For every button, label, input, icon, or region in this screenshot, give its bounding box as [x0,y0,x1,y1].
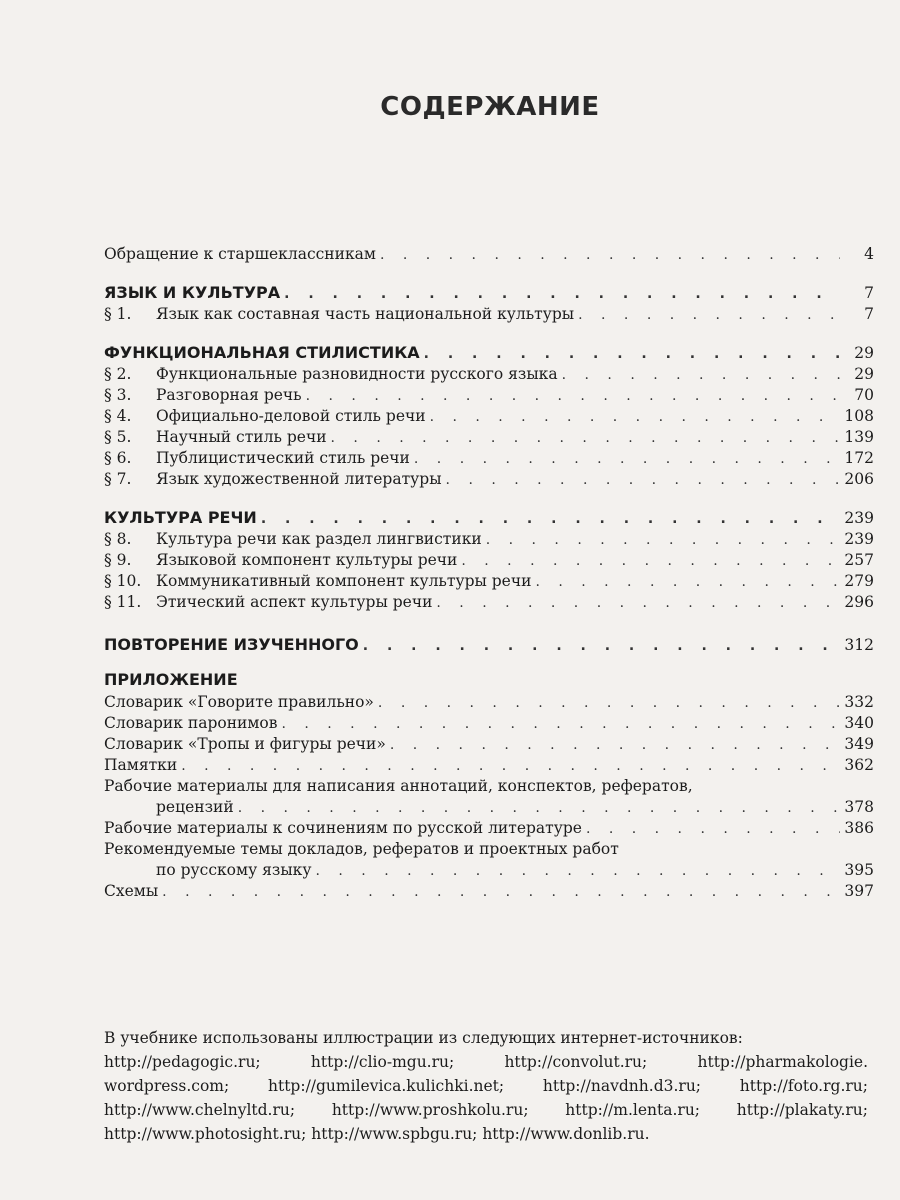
leader-dots [316,861,841,882]
toc-entry [104,713,874,734]
toc-page-number: 4 [864,245,874,263]
toc-page-number: 239 [844,509,874,527]
sources-line [104,1074,868,1098]
leader-dots [261,508,840,531]
toc-entry [104,427,874,448]
toc-page-number: 332 [844,693,874,711]
toc-page-number: 279 [844,572,874,590]
toc-entry [104,469,874,490]
leader-dots [486,530,840,551]
paragraph-number: § 7. [104,470,132,488]
leader-dots [424,343,840,366]
toc-page-number: 296 [844,593,874,611]
paragraph-number: § 1. [104,305,132,323]
toc-entry [104,364,874,385]
toc-entry-label: Словарик паронимов [104,714,278,732]
leader-dots [284,283,840,306]
toc-page-number: 378 [844,798,874,816]
source-url: http://foto.rg.ru; [739,1077,868,1095]
toc-page-number: 7 [864,284,874,302]
paragraph-number: § 9. [104,551,132,569]
toc-entry-label: Этический аспект культуры речи [156,593,433,611]
section-title: ЯЗЫК И КУЛЬТУРА [104,283,281,302]
toc-entry-label: Словарик «Тропы и фигуры речи» [104,735,386,753]
source-url: wordpress.com; [104,1077,230,1095]
toc-entry-label-line: Рабочие материалы для написания аннотаций, конспектов, рефератов, [104,777,693,795]
paragraph-number: § 3. [104,386,132,404]
paragraph-number: § 5. [104,428,132,446]
leader-dots [446,470,840,491]
toc-entry [104,529,874,550]
toc-entry [104,592,874,613]
section-heading [104,341,874,364]
paragraph-number: § 6. [104,449,132,467]
leader-dots [378,693,840,714]
leader-dots [162,882,840,903]
leader-dots [281,714,840,735]
image-sources-note [104,1026,868,1146]
section-title: ФУНКЦИОНАЛЬНАЯ СТИЛИСТИКА [104,343,420,362]
paragraph-number: § 10. [104,572,142,590]
toc-page-number: 362 [844,756,874,774]
toc-entry [104,385,874,406]
toc-page-number: 397 [844,882,874,900]
toc-entry [104,304,874,325]
table-of-contents [104,244,874,902]
leader-dots [363,635,840,658]
toc-entry-label: Разговорная речь [156,386,302,404]
toc-entry [104,692,874,713]
toc-entry-label: Язык художественной литературы [156,470,442,488]
toc-page-number: 139 [844,428,874,446]
toc-page-number: 7 [864,305,874,323]
source-url: http://clio-mgu.ru; [310,1053,455,1071]
toc-entry-label-line: Рекомендуемые темы докладов, рефератов и проектных работ [104,840,619,858]
toc-page-number: 386 [844,819,874,837]
leader-dots [430,407,840,428]
leader-dots [436,593,840,614]
paragraph-number: § 4. [104,407,132,425]
leader-dots [390,735,840,756]
toc-entry-intro [104,244,874,265]
section-title: ПОВТОРЕНИЕ ИЗУЧЕННОГО [104,635,359,654]
toc-entry [104,860,874,881]
source-url: http://pharmakologie. [697,1053,868,1071]
paragraph-number: § 11. [104,593,142,611]
toc-entry-label: Язык как составная часть национальной культуры [156,305,575,323]
toc-entry [104,406,874,427]
source-url: http://www.chelnyltd.ru; [104,1101,296,1119]
toc-page-number: 70 [854,386,874,404]
leader-dots [380,245,840,266]
leader-dots [181,756,840,777]
source-url: http://www.proshkolu.ru; [331,1101,529,1119]
page-title: СОДЕРЖАНИЕ [380,92,600,122]
toc-entry-label: Публицистический стиль речи [156,449,410,467]
sources-line [104,1050,868,1074]
leader-dots [414,449,840,470]
toc-page-number: 29 [854,365,874,383]
toc-entry [104,881,874,902]
toc-page-number: 312 [844,636,874,654]
source-url: http://m.lenta.ru; [565,1101,701,1119]
toc-entry [104,818,874,839]
toc-entry-label: Функциональные разновидности русского языка [156,365,558,383]
paragraph-number: § 8. [104,530,132,548]
toc-entry [104,550,874,571]
leader-dots [586,819,840,840]
toc-entry-label: рецензий [156,798,234,816]
toc-page-number: 108 [844,407,874,425]
source-url: http://navdnh.d3.ru; [542,1077,702,1095]
toc-page-number: 257 [844,551,874,569]
source-url: http://convolut.ru; [504,1053,648,1071]
toc-page-number: 349 [844,735,874,753]
leader-dots [306,386,840,407]
toc-entry-label: Культура речи как раздел лингвистики [156,530,482,548]
toc-entry-label: Памятки [104,756,178,774]
toc-page-number: 206 [844,470,874,488]
toc-entry [104,571,874,592]
toc-entry [104,755,874,776]
sources-intro: В учебнике использованы иллюстрации из следующих интернет-источников: [104,1029,743,1047]
leader-dots [578,305,840,326]
toc-entry-label: по русскому языку [156,861,312,879]
source-url: http://gumilevica.kulichki.net; [267,1077,505,1095]
section-heading [104,281,874,304]
section-heading [104,633,874,656]
leader-dots [535,572,840,593]
toc-page-number: 172 [844,449,874,467]
toc-entry-label: Словарик «Говорите правильно» [104,693,374,711]
toc-entry-label: Научный стиль речи [156,428,327,446]
paragraph-number: § 2. [104,365,132,383]
toc-entry-label: Официально-деловой стиль речи [156,407,426,425]
source-url: http://pedagogic.ru; [104,1053,261,1071]
toc-entry-label: Языковой компонент культуры речи [156,551,458,569]
leader-dots [238,798,840,819]
toc-entry-label: Рабочие материалы к сочинениям по русской литературе [104,819,582,837]
toc-page-number: 395 [844,861,874,879]
toc-entry-label: Схемы [104,882,159,900]
leader-dots [461,551,840,572]
toc-entry [104,734,874,755]
toc-entry [104,797,874,818]
leader-dots [562,365,840,386]
source-url: http://plakaty.ru; [736,1101,868,1119]
toc-entry-label: Коммуникативный компонент культуры речи [156,572,532,590]
toc-page-number: 29 [854,344,874,362]
sources-line [104,1098,868,1122]
appendix-heading: ПРИЛОЖЕНИЕ [104,670,238,689]
toc-entry-label: Обращение к старшеклассникам [104,245,376,263]
toc-entry [104,448,874,469]
sources-line: http://www.photosight.ru; http://www.spbgu.ru; http://www.donlib.ru. [104,1125,650,1143]
toc-page-number: 239 [844,530,874,548]
leader-dots [331,428,840,449]
toc-page-number: 340 [844,714,874,732]
section-title: КУЛЬТУРА РЕЧИ [104,508,257,527]
section-heading [104,506,874,529]
